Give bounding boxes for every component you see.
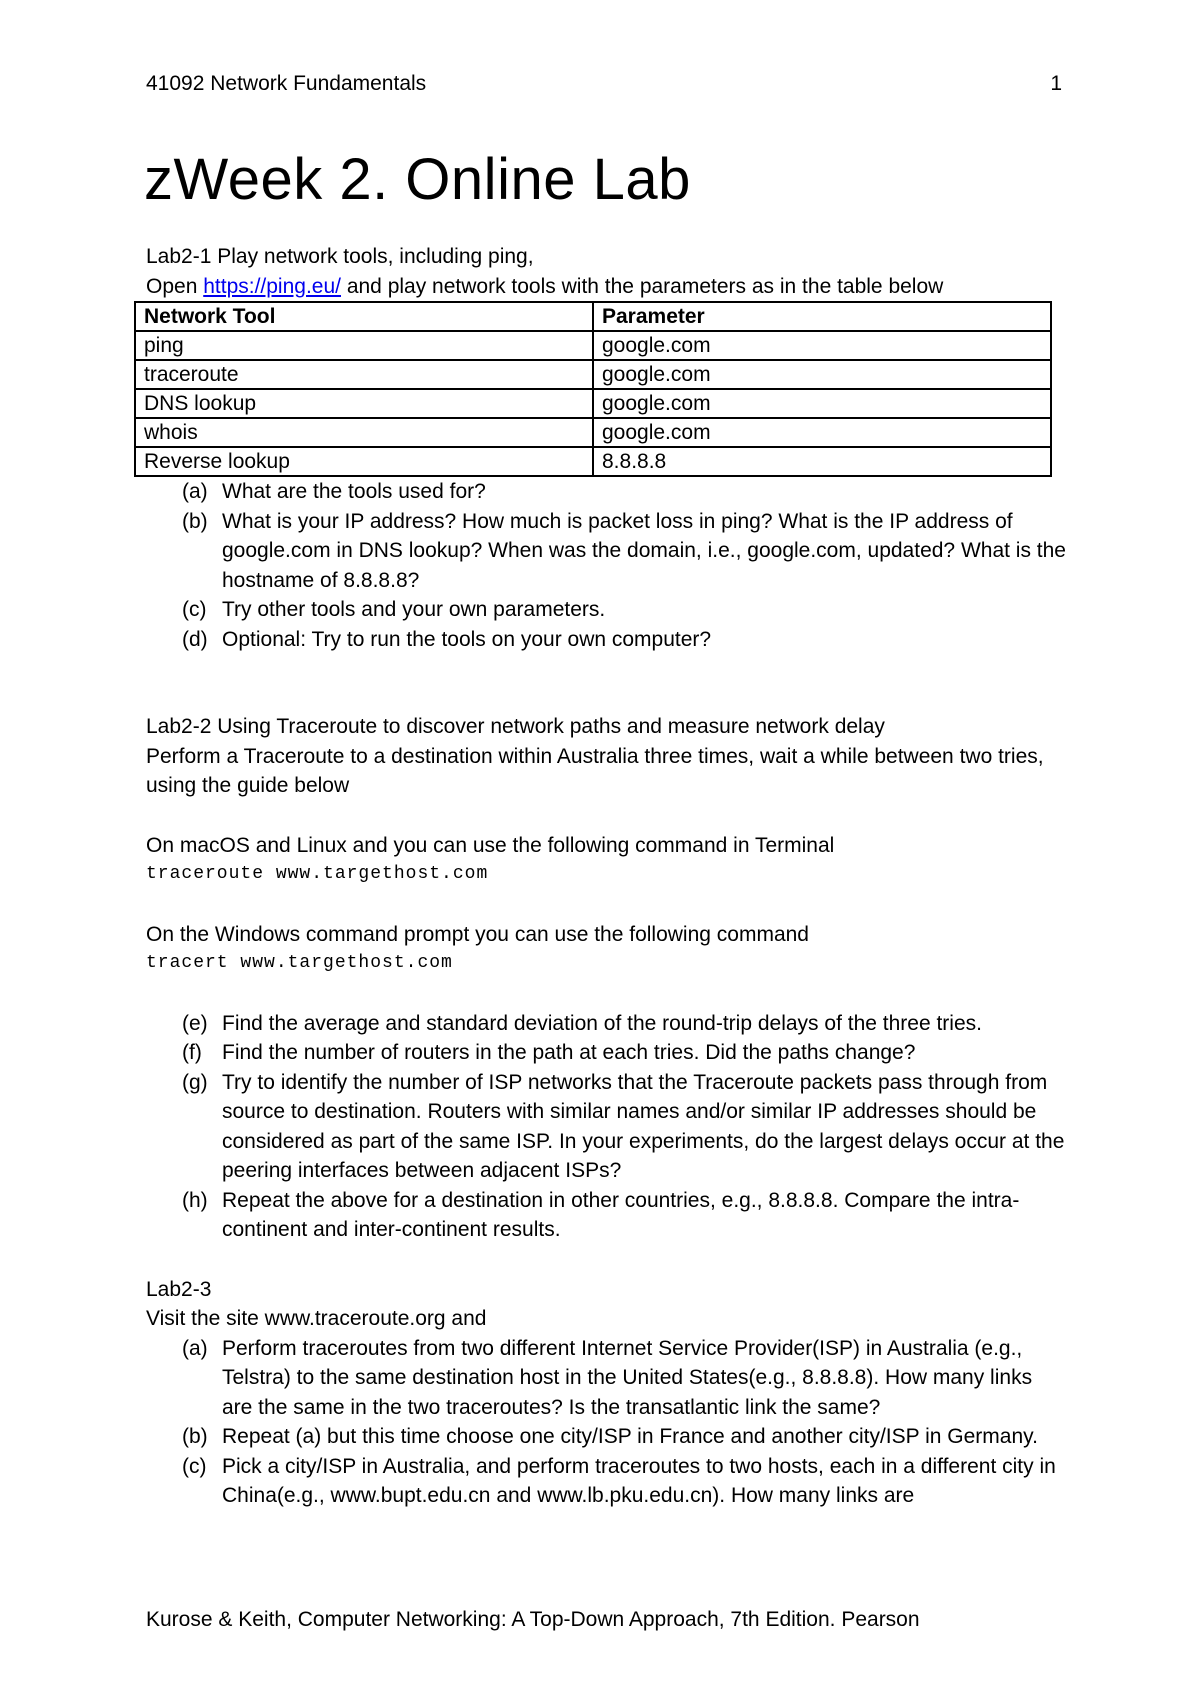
lab2-intro: Perform a Traceroute to a destination within Australia three times, wait a while between two tries, using the guide below — [146, 744, 1044, 797]
item-label: (b) — [182, 509, 208, 533]
item-text: Try to identify the number of ISP networks that the Traceroute packets pass through from source to destination. Routers with similar names and/or similar IP addresses should be considered as part of the same ISP. In your experiments, do the largest delays occur at the peering interfaces between adjacent ISPs? — [222, 1070, 1065, 1182]
lab1-questions — [146, 477, 1066, 654]
item-text: Perform traceroutes from two different Internet Service Provider(ISP) in Australia (e.g., Telstra) to the same destination host in the United States(e.g., 8.8.8.8). How many links are the same in the two traceroutes? Is the transatlantic link the same? — [222, 1336, 1033, 1419]
table-row — [135, 389, 1051, 418]
item-text: Optional: Try to run the tools on your own computer? — [222, 627, 712, 651]
lab2-questions — [146, 1009, 1066, 1245]
parameter-cell: 8.8.8.8 — [593, 447, 1051, 476]
list-item — [146, 1186, 1066, 1245]
item-text: Repeat (a) but this time choose one city/ISP in France and another city/ISP in Germany. — [222, 1425, 1038, 1448]
item-label: (g) — [182, 1070, 208, 1094]
lab3-heading: Lab2-3 — [146, 1277, 212, 1301]
list-item — [146, 1452, 1066, 1511]
lab1-open-line — [146, 272, 1066, 302]
list-item — [146, 595, 1066, 625]
table-row — [135, 360, 1051, 389]
page-footer: Kurose & Keith, Computer Networking: A Top-Down Approach, 7th Edition. Pearson — [146, 1608, 920, 1631]
tool-cell: Reverse lookup — [135, 447, 593, 476]
list-item — [146, 1009, 1066, 1039]
lab1-heading: Lab2-1 Play network tools, including ping, — [146, 245, 534, 268]
parameter-cell: google.com — [593, 360, 1051, 389]
table-header-row — [135, 302, 1051, 331]
windows-instructions: On the Windows command prompt you can use the following command — [146, 922, 809, 946]
item-text: Try other tools and your own parameters. — [222, 598, 606, 621]
item-text: What is your IP address? How much is packet loss in ping? What is the IP address of google.com in DNS lookup? When was the domain, i.e., google.com, updated? What is the hostname of 8.8.8.8? — [222, 509, 1066, 592]
item-label: (c) — [182, 1454, 207, 1478]
item-text: What are the tools used for? — [222, 480, 486, 503]
tool-cell: traceroute — [135, 360, 593, 389]
course-title: 41092 Network Fundamentals — [146, 72, 427, 95]
parameter-cell: google.com — [593, 389, 1051, 418]
list-item — [146, 477, 1066, 507]
item-label: (e) — [182, 1011, 208, 1035]
table-row — [135, 447, 1051, 476]
page-header — [146, 72, 1062, 96]
list-item — [146, 1038, 1066, 1068]
item-label: (d) — [182, 627, 208, 651]
list-item — [146, 625, 1066, 655]
windows-command: tracert www.targethost.com — [146, 953, 453, 973]
page-title: zWeek 2. Online Lab — [144, 147, 691, 212]
table-row — [135, 331, 1051, 360]
page-number: 1 — [1050, 72, 1062, 95]
document-body — [146, 242, 1066, 1511]
tool-cell: DNS lookup — [135, 389, 593, 418]
list-item — [146, 1422, 1066, 1452]
open-prefix: Open — [146, 274, 198, 298]
lab3-questions — [146, 1334, 1066, 1511]
parameter-cell: google.com — [593, 331, 1051, 360]
item-label: (f) — [182, 1041, 202, 1064]
item-text: Pick a city/ISP in Australia, and perform traceroutes to two hosts, each in a different city in China(e.g., www.bupt.edu.cn and www.lb.pku.edu.cn). How many links are — [222, 1454, 1056, 1507]
lab3-intro: Visit the site www.traceroute.org and — [146, 1307, 487, 1330]
item-text: Find the number of routers in the path at each tries. Did the paths change? — [222, 1041, 916, 1064]
mac-instructions: On macOS and Linux and you can use the following command in Terminal — [146, 833, 835, 857]
item-text: Repeat the above for a destination in other countries, e.g., 8.8.8.8. Compare the intra-continent and inter-continent results. — [222, 1188, 1020, 1241]
col-header-parameter: Parameter — [593, 302, 1051, 331]
item-label: (b) — [182, 1425, 208, 1448]
table-row — [135, 418, 1051, 447]
mac-command: traceroute www.targethost.com — [146, 864, 489, 884]
col-header-tool: Network Tool — [135, 302, 593, 331]
parameter-cell: google.com — [593, 418, 1051, 447]
item-label: (a) — [182, 1336, 208, 1360]
list-item — [146, 507, 1066, 596]
tool-cell: whois — [135, 418, 593, 447]
network-tools-table — [134, 301, 1052, 477]
item-label: (a) — [182, 480, 208, 503]
open-suffix: and play network tools with the parameters as in the table below — [340, 274, 944, 298]
item-label: (h) — [182, 1188, 208, 1212]
list-item — [146, 1068, 1066, 1186]
list-item — [146, 1334, 1066, 1423]
ping-eu-link[interactable]: https://ping.eu/ — [203, 274, 341, 298]
item-label: (c) — [182, 598, 207, 621]
item-text: Find the average and standard deviation of the round-trip delays of the three tries. — [222, 1011, 982, 1035]
lab2-heading: Lab2-2 Using Traceroute to discover network paths and measure network delay — [146, 715, 885, 738]
tool-cell: ping — [135, 331, 593, 360]
